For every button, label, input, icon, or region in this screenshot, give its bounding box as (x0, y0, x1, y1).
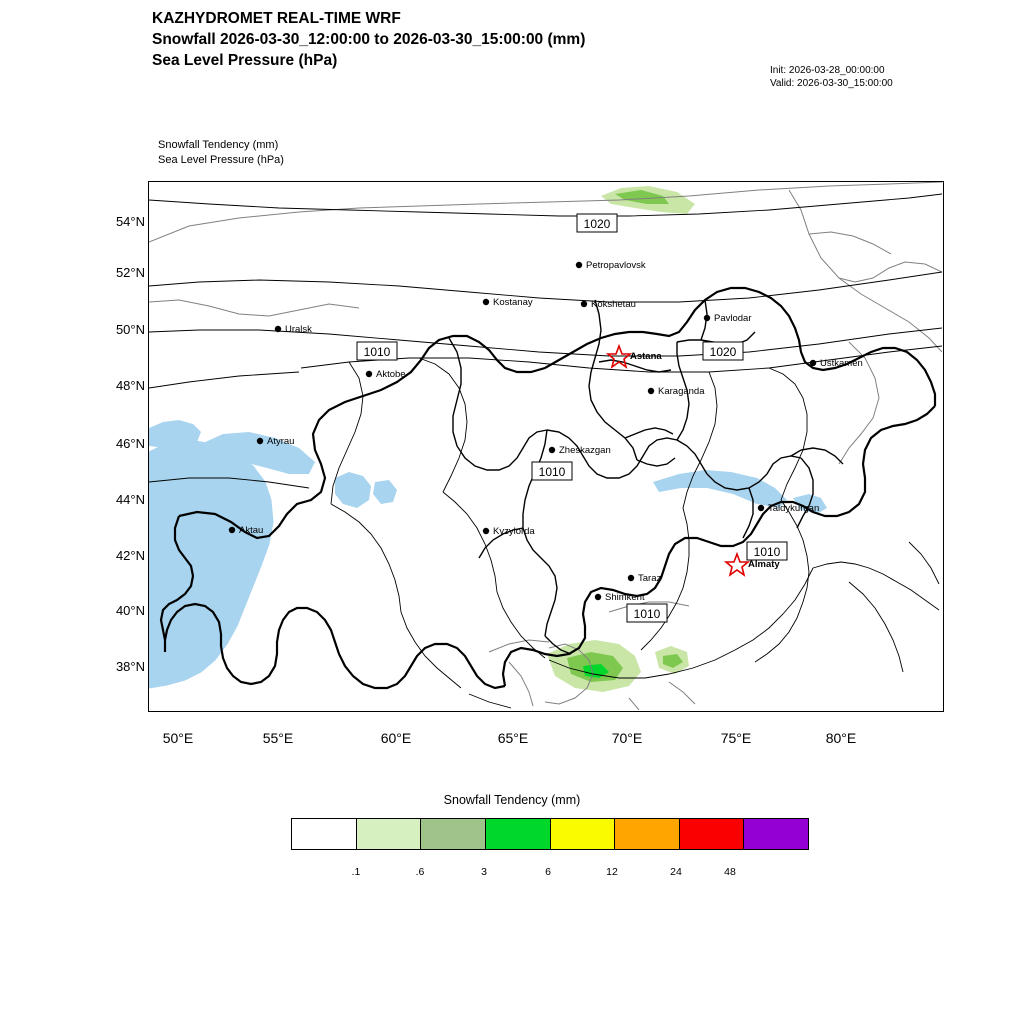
colorbar-swatch-5 (615, 819, 680, 849)
svg-text:Kokshetau: Kokshetau (591, 299, 636, 310)
y-tick-52n: 52°N (115, 265, 145, 280)
x-tick-70e: 70°E (611, 730, 643, 746)
svg-text:1010: 1010 (538, 465, 566, 479)
header-subtitle-pressure: Sea Level Pressure (hPa) (152, 52, 338, 69)
colorbar[interactable] (291, 818, 809, 850)
svg-text:Taldykurgan: Taldykurgan (768, 503, 820, 514)
caption-snowfall-tendency: Snowfall Tendency (mm) (158, 139, 279, 151)
header-subtitle-snowfall: Snowfall 2026-03-30_12:00:00 to 2026-03-30_15:00:00 (mm) (152, 31, 586, 48)
isobar-label-1010-south (627, 604, 667, 622)
svg-text:1010: 1010 (753, 545, 781, 559)
isobar-label-1010-west (357, 342, 397, 360)
svg-text:Uralsk: Uralsk (285, 324, 312, 335)
colorbar-tick-2: 3 (481, 866, 487, 878)
isobar-label-1010-southeast (747, 542, 787, 560)
model-run-info (770, 64, 893, 90)
colorbar-tick-5: 24 (670, 866, 682, 878)
y-tick-46n: 46°N (115, 436, 145, 451)
x-tick-75e: 75°E (720, 730, 752, 746)
colorbar-tick-4: 12 (606, 866, 618, 878)
svg-text:Petropavlovsk: Petropavlovsk (586, 260, 646, 271)
colorbar-tick-0: .1 (351, 866, 361, 878)
y-tick-42n: 42°N (115, 548, 145, 563)
x-tick-60e: 60°E (380, 730, 412, 746)
y-tick-38n: 38°N (115, 659, 145, 674)
x-tick-55e: 55°E (262, 730, 294, 746)
colorbar-swatch-7 (744, 819, 808, 849)
svg-text:Kostanay: Kostanay (493, 297, 533, 308)
svg-text:Shimkent: Shimkent (605, 592, 645, 603)
svg-text:Zheskazgan: Zheskazgan (559, 445, 611, 456)
svg-text:Aktobe: Aktobe (376, 369, 406, 380)
svg-text:1010: 1010 (363, 345, 391, 359)
header-block (152, 8, 872, 71)
x-tick-65e: 65°E (497, 730, 529, 746)
valid-time: Valid: 2026-03-30_15:00:00 (770, 78, 893, 89)
svg-text:Atyrau: Atyrau (267, 436, 295, 447)
colorbar-swatch-3 (486, 819, 551, 849)
city-marker-petropavlovsk (576, 260, 646, 271)
x-tick-50e: 50°E (162, 730, 194, 746)
svg-text:Karaganda: Karaganda (658, 386, 705, 397)
svg-text:1020: 1020 (709, 345, 737, 359)
svg-text:1020: 1020 (583, 217, 611, 231)
isobar-label-1020-north (577, 214, 617, 232)
colorbar-swatch-6 (680, 819, 745, 849)
y-tick-48n: 48°N (115, 378, 145, 393)
svg-text:Ustkamen: Ustkamen (820, 358, 863, 369)
y-tick-54n: 54°N (115, 214, 145, 229)
y-tick-40n: 40°N (115, 603, 145, 618)
x-tick-80e: 80°E (825, 730, 857, 746)
isobar-label-1020-east (703, 342, 743, 360)
colorbar-swatch-2 (421, 819, 486, 849)
svg-text:Almaty: Almaty (748, 559, 780, 570)
colorbar-tick-1: .6 (415, 866, 425, 878)
colorbar-swatch-4 (551, 819, 616, 849)
colorbar-tick-3: 6 (545, 866, 551, 878)
y-tick-44n: 44°N (115, 492, 145, 507)
svg-text:Astana: Astana (630, 351, 662, 362)
svg-text:Kyzylorda: Kyzylorda (493, 526, 535, 537)
plot-legend-caption (158, 138, 284, 168)
y-tick-50n: 50°N (115, 322, 145, 337)
city-marker-zheskazgan (549, 445, 611, 456)
colorbar-title: Snowfall Tendency (mm) (443, 793, 581, 807)
caption-sea-level-pressure: Sea Level Pressure (hPa) (158, 154, 284, 166)
colorbar-tick-6: 48 (724, 866, 736, 878)
header-title: KAZHYDROMET REAL-TIME WRF (152, 10, 401, 27)
isobar-label-1010-central (532, 462, 572, 480)
init-time: Init: 2026-03-28_00:00:00 (770, 65, 885, 76)
svg-text:1010: 1010 (633, 607, 661, 621)
svg-text:Taraz: Taraz (638, 573, 662, 584)
svg-text:Aktau: Aktau (239, 525, 264, 536)
colorbar-swatch-0 (292, 819, 357, 849)
svg-text:Pavlodar: Pavlodar (714, 313, 752, 324)
colorbar-swatch-1 (357, 819, 422, 849)
weather-map[interactable] (148, 181, 944, 712)
